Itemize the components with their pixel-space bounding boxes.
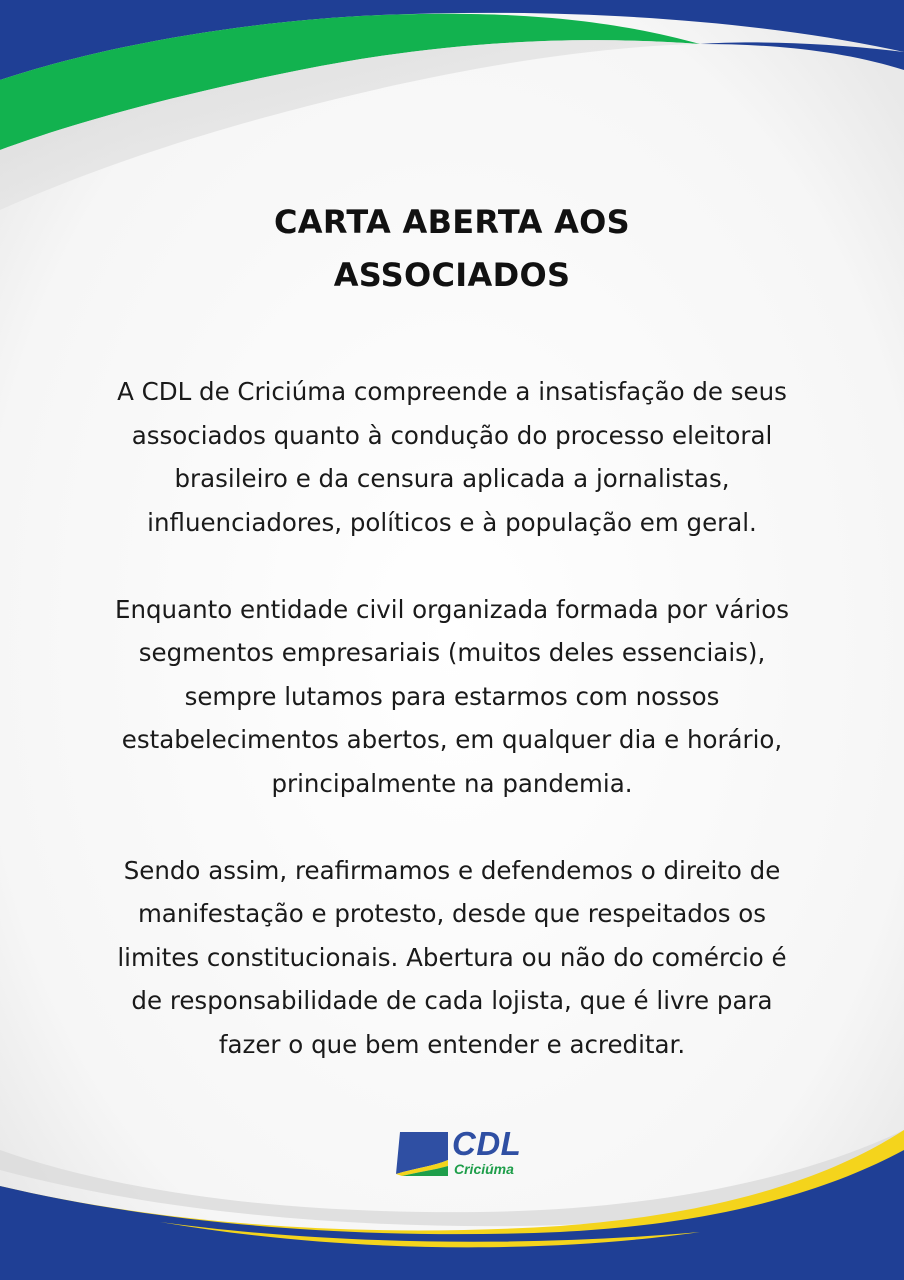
text-line: Enquanto entidade civil organizada formada por vários — [115, 594, 789, 624]
text-line: sempre lutamos para estarmos com nossos — [184, 681, 720, 711]
paragraph-3 — [60, 849, 844, 1067]
logo-name: CDL — [452, 1125, 522, 1162]
text-line: fazer o que bem entender e acreditar. — [218, 1029, 686, 1059]
text-line: A CDL de Criciúma compreende a insatisfação de seus — [117, 377, 787, 406]
text-line: influenciadores, políticos e à população em geral. — [147, 507, 757, 537]
title-line: CARTA ABERTA AOS — [274, 203, 630, 241]
letter-title — [0, 196, 904, 302]
text-line: manifestação e protesto, desde que respeitados os — [137, 899, 767, 928]
letter-body — [60, 370, 844, 1110]
text-line: limites constitucionais. Abertura ou não do comércio é — [117, 942, 787, 972]
text-line: de responsabilidade de cada lojista, que é livre para — [131, 986, 773, 1015]
text-line: Sendo assim, reafirmamos e defendemos o direito de — [123, 855, 781, 885]
cdl-logo — [394, 1125, 524, 1180]
title-line: ASSOCIADOS — [333, 256, 571, 294]
text-line: segmentos empresariais (muitos deles essenciais), — [138, 638, 766, 667]
paragraph-1 — [60, 370, 844, 544]
paragraph-2 — [60, 588, 844, 806]
text-line: associados quanto à condução do processo eleitoral — [131, 420, 773, 450]
text-line: principalmente na pandemia. — [271, 768, 633, 798]
logo-city: Criciúma — [454, 1161, 514, 1177]
text-line: brasileiro e da censura aplicada a jornalistas, — [174, 464, 730, 493]
cdl-flag-mark-icon — [394, 1130, 450, 1176]
text-line: estabelecimentos abertos, em qualquer dia e horário, — [121, 725, 783, 754]
